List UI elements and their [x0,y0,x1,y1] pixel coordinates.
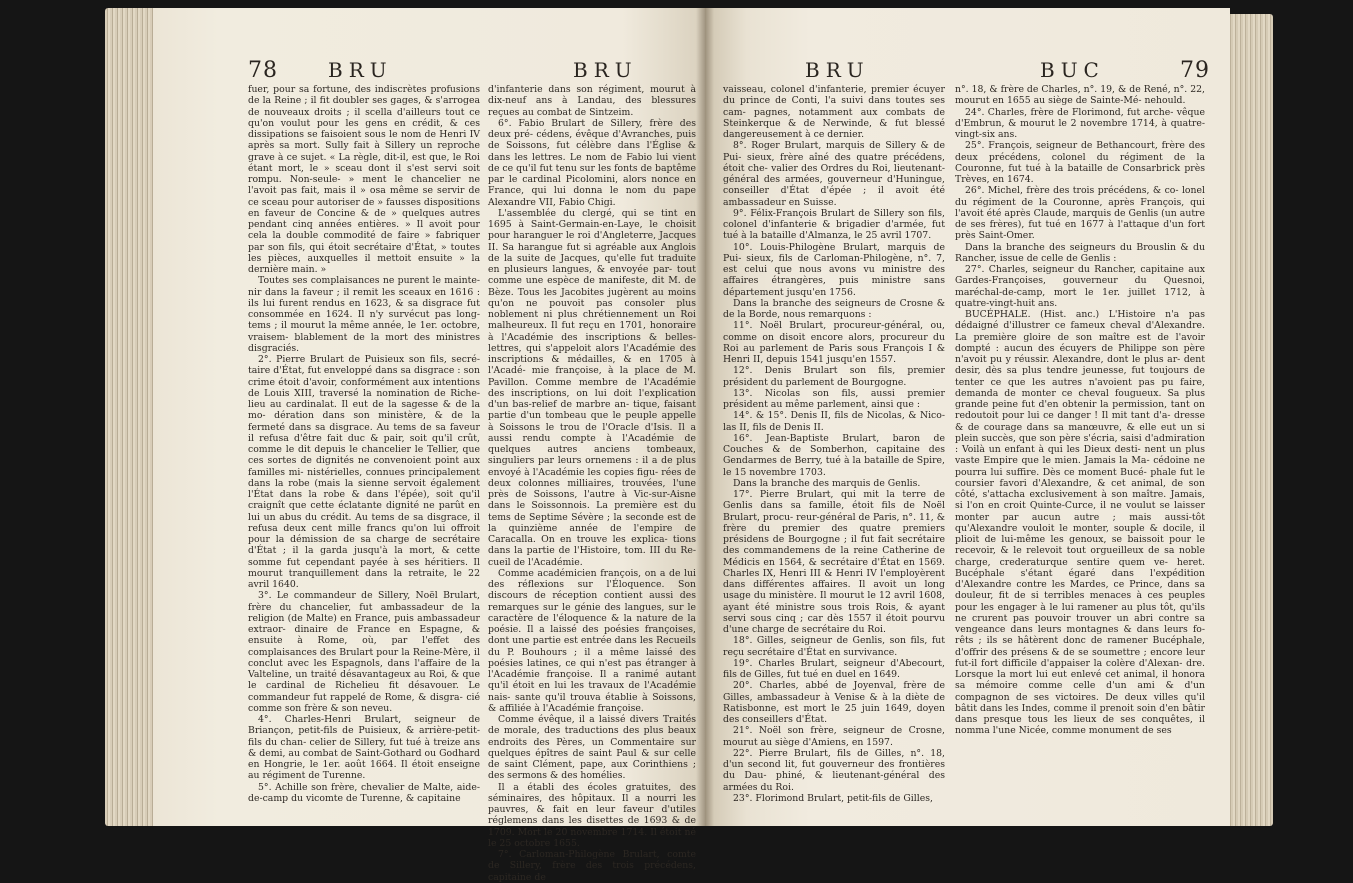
text-paragraph: 22°. Pierre Brulart, fils de Gilles, n°. 18, d'un second lit, fut gouverneur des frontières du Dau- phiné, & lieutenant-général des armées du Roi. [723,747,945,793]
text-paragraph: 6°. Fabio Brulart de Sillery, frère des deux pré- cédens, évêque d'Avranches, puis de Soissons, fut célèbre dans l'Église & dans les lettres. Le nom de Fabio lui vient de ce qu'il fut tenu sur les fonts de baptême par le cardinal Picolomini, alors nonce en France, qui lui donna le nom du pape Alexandre VII, Fabio Chigi. [488,117,697,208]
right-page-column-2 [955,84,1205,819]
running-head-left-2: BRU [573,58,638,82]
text-paragraph: 17°. Pierre Brulart, qui mit la terre de Genlis dans sa famille, étoit fils de Noël Brulart, procu- reur-général de Paris, n°. 11, & frère du premier des quatre premiers présidens de Bourgogne ; il fut fait secrétaire des commandemens de la reine Catherine de Médicis en 1564, & secrétaire d'État en 1569. Charles IX, Henri III & Henri IV l'employèrent dans différentes affaires. Il avoit un long usage du ministère. Il mourut le 12 avril 1608, ayant été ministre sous trois Rois, & ayant servi sous cinq ; car dès 1557 il étoit pourvu d'une charge de secrétaire du Roi. [723,489,945,635]
text-paragraph: Dans la branche des seigneurs du Brouslin & du Rancher, issue de celle de Genlis : [955,241,1205,264]
text-paragraph: 26°. Michel, frère des trois précédens, & co- lonel du régiment de la Couronne, après François, qui l'avoit été après Claude, marquis de Genlis (un autre de ses frères), fut tué en 1677 à l'attaque d'un fort près Saint-Omer. [955,185,1205,242]
left-page-column-2 [488,84,697,883]
page-edges-left [105,8,155,826]
text-paragraph: 21°. Noël son frère, seigneur de Crosne, mourut au siège d'Amiens, en 1597. [723,725,945,748]
page-edges-right [1228,14,1273,826]
text-paragraph: Dans la branche des marquis de Genlis. [733,477,921,489]
text-paragraph: d'infanterie dans son régiment, mourut à dix-neuf ans à Landau, des blessures reçues au combat de Sintzeim. [488,84,696,118]
right-page [705,8,1230,826]
text-paragraph: 3°. Le commandeur de Sillery, Noël Brulart, frère du chancelier, fut ambassadeur de la religion (de Malte) en France, puis ambassadeur extraor- dinaire de France en Espagne, & ensuite à Rome, où, par l'effet des complaisances des Brulart pour la Reine-Mère, il conclut avec les Espagnols, dans l'affaire de la Valteline, un traité désavantageux au Roi, & que le cardinal de Richelieu fit désavouer. Le commandeur fut rappelé de Rome, & disgra- cié comme son frère & son neveu. [248,590,480,714]
text-paragraph: vaisseau, colonel d'infanterie, premier écuyer du prince de Conti, l'a suivi dans toutes ses cam- pagnes, notamment aux combats de Steinkerque & de Nerwinde, & fut blessé dangereusement à ce dernier. [723,84,945,140]
left-page-column-1 [248,84,480,819]
right-page-column-1 [723,84,945,819]
page-number-left: 78 [248,58,278,83]
text-paragraph: 19°. Charles Brulart, seigneur d'Abecourt, fils de Gilles, fut tué en duel en 1649. [723,657,945,680]
text-paragraph: 4°. Charles-Henri Brulart, seigneur de Briançon, petit-fils de Puisieux, & arrière-petit-fils du chan- celier de Sillery, fut tué à treize ans & demi, au combat de Saint-Gothard ou Godhard en Hongrie, le 1er. août 1664. Il étoit enseigne au régiment de Turenne. [248,714,480,782]
text-paragraph: 16°. Jean-Baptiste Brulart, baron de Couches & de Somberhon, capitaine des Gendarmes de Berry, tué à la bataille de Spire, le 15 novembre 1703. [723,432,945,478]
text-paragraph: 8°. Roger Brulart, marquis de Sillery & de Pui- sieux, frère aîné des quatre précédens, étoit che- valier des Ordres du Roi, lieutenant-général des armées, gouverneur d'Huningue, conseiller d'État d'épée ; il avoit été ambassadeur en Suisse. [723,140,945,208]
text-paragraph: Il a établi des écoles gratuites, des séminaires, des hôpitaux. Il a nourri les pauvres, & fait en leur faveur d'utiles réglemens dans les disettes de 1693 & de 1709. Mort le 20 novembre 1714. Il étoit né le 25 octobre 1655. [488,781,696,849]
text-paragraph: 23°. Florimond Brulart, petit-fils de Gilles, [733,792,933,804]
text-paragraph: 14°. & 15°. Denis II, fils de Nicolas, & Nico- las II, fils de Denis II. [723,410,945,433]
running-head-right-2: BUC [1040,58,1105,82]
text-paragraph: 9°. Félix-François Brulart de Sillery son fils, colonel d'infanterie & brigadier d'armée, fut tué à la bataille d'Almanza, le 25 avril 1707. [723,207,945,242]
text-paragraph: L'assemblée du clergé, qui se tint en 1695 à Saint-Germain-en-Laye, le choisit pour haranguer le roi d'Angleterre, Jacques II. Sa harangue fut si agréable aux Anglois de la suite de Jacques, qu'elle fut traduite en plusieurs langues, & envoyée par- tout comme une espèce de manifeste, dit M. de Bèze. Tous les Jacobites jugèrent au moins qu'on ne pouvoit pas consoler plus noblement ni plus chrétiennement un Roi malheureux. Il fut reçu en 1701, honoraire à l'Académie des inscriptions & belles-lettres, qui s'appeloit alors l'Académie des inscriptions & médailles, & en 1705 à l'Acadé- mie françoise, à la place de M. Pavillon. Comme membre de l'Académie des inscriptions, on lui doit l'explication d'un bas-relief de marbre an- tique, faisant partie d'un tombeau que le peuple appelle à Soissons le trou de l'Oracle d'Isis. Il a aussi rendu compte à l'Académie de quelques autres anciens tombeaux, singuliers par leurs ornemens : il a de plus envoyé à l'Académie les copies figu- rées de deux colonnes milliaires, trouvées, l'une près de Soissons, l'autre à Vic-sur-Aisne dans le Soissonnois. La première est du tems de Septime Sévère ; la seconde est de la quinzième année de l'empire de Caracalla. On en trouve les explica- tions dans la partie de l'Histoire, tom. III du Re- cueil de l'Académie. [488,207,696,568]
text-paragraph: 5°. Achille son frère, chevalier de Malte, aide-de-camp du vicomte de Turenne, & capitaine [248,781,480,804]
text-paragraph: 11°. Noël Brulart, procureur-général, ou, comme on disoit encore alors, procureur du Roi au parlement de Paris sous François I & Henri II, depuis 1541 jusqu'en 1557. [723,320,945,365]
running-head-left-1: BRU [328,58,393,82]
text-paragraph: 25°. François, seigneur de Bethancourt, frère des deux précédens, colonel du régiment de la Couronne, fut tué à la bataille de Consarbrick près Trèves, en 1674. [955,140,1205,185]
page-number-right: 79 [1180,58,1210,83]
text-paragraph: Comme académicien françois, on a de lui des réflexions sur l'Éloquence. Son discours de réception contient aussi des remarques sur le génie des langues, sur le caractère de l'éloquence & la nature de la poésie. Il a laissé des poésies françoises, dont une partie est entrée dans les Recueils du P. Bouhours ; il a même laissé des poésies latines, ce qui n'est pas étranger à l'Académie françoise. Il a ranimé autant qu'il étoit en lui les travaux de l'Académie nais- sante qu'il trouva établie à Soissons, & affiliée à l'Académie françoise. [488,567,696,714]
text-paragraph: 7°. Carloman-Philogène Brulart, comte de Sillery, frère des trois précédens, capitaine de [488,849,696,883]
text-paragraph: 24°. Charles, frère de Florimond, fut arche- vêque d'Embrun, & mourut le 2 novembre 1714, à quatre-vingt-six ans. [955,106,1205,140]
text-paragraph: 20°. Charles, abbé de Joyenval, frère de Gilles, ambassadeur à Venise & à la diète de Ratisbonne, est mort le 25 juin 1649, doyen des conseillers d'État. [723,680,945,725]
text-paragraph: 27°. Charles, seigneur du Rancher, capitaine aux Gardes-Françoises, gouverneur du Quesnoi, maréchal-de-camp, mort le 1er. juillet 1712, à quatre-vingt-huit ans. [955,264,1205,309]
left-page [153,8,705,883]
text-paragraph: 2°. Pierre Brulart de Puisieux son fils, secré- taire d'État, fut enveloppé dans sa disgrace : son crime étoit d'avoir, conformément aux intentions de Louis XIII, traversé la nomination de Riche- lieu au cardinalat. Il eut de la sagesse & de la mo- dération dans son ministère, & de la fermeté dans sa disgrace. Au tems de sa faveur il refusa d'être fait duc & pair, soit qu'il crût, comme le dit depuis le chancelier le Tellier, que ces sortes de dignités ne convenoient point aux familles mi- nistérielles, connues principalement dans la robe (mais la sienne servoit également l'État dans la robe & dans l'épée), soit qu'il craignît que cette éclatante dignité ne parût en lui un abus du crédit. Au tems de sa disgrace, il refusa deux cent mille francs qu'on lui offroit pour la démission de sa charge de secrétaire d'État ; il la garda jusqu'à la mort, & cette somme fut cependant payée à ses héritiers. Il mourut tranquillement dans la retraite, le 22 avril 1640. [248,354,480,590]
running-head-right-1: BRU [805,58,870,82]
book-gutter [696,8,714,826]
text-paragraph: Comme évêque, il a laissé divers Traités de morale, des traductions des plus beaux endroits des Pères, un Commentaire sur quelques épîtres de saint Paul & sur celle de saint Clément, pape, aux Corinthiens ; des sermons & des homélies. [488,714,696,782]
text-paragraph: 18°. Gilles, seigneur de Genlis, son fils, fut reçu secrétaire d'État en survivance. [723,635,945,658]
text-paragraph: BUCÉPHALE. (Hist. anc.) L'Histoire n'a pas dédaigné d'illustrer ce fameux cheval d'Alexandre. La première gloire de son maître est de l'avoir dompté : aucun des écuyers de Philippe son père n'avoit pu y réussir. Alexandre, dont le plus ar- dent desir, dès sa plus tendre jeunesse, fut toujours de tenter ce que les autres n'avoient pas pu faire, demanda de monter ce cheval fougueux. Sa plus grande peine fut d'en obtenir la permission, tant on redoutoit pour lui ce danger ! Il mit tant d'a- dresse & de courage dans sa manœuvre, & elle eut un si plein succès, que son père s'écria, saisi d'admiration : Voilà un enfant à qui les Dieux desti- nent un plus vaste Empire que le mien. Jamais la Ma- cédoine ne pourra lui suffire. Dès ce moment Bucé- phale fut le coursier favori d'Alexandre, & cet animal, de son côté, s'attacha exclusivement à son maître. Jamais, si l'on en croit Quinte-Curce, il ne voulut se laisser monter par aucun autre ; mais aussi-tôt qu'Alexandre vouloit le monter, souple & docile, il plioit de lui-même les genoux, se baissoit pour le recevoir, & le relevoit tout orgueilleux de sa noble charge, crederaturque sentire quem ve- heret. Bucéphale s'étant égaré dans l'expédition d'Alexandre contre les Mardes, ce Prince, dans sa douleur, fit de si terribles menaces à ces peuples pour les engager à le lui ramener au plus tôt, qu'ils ne crurent pas pouvoir trouver un abri contre sa vengeance dans leurs montagnes & dans leurs fo- rêts ; ils se hâtèrent donc de ramener Bucéphale, d'offrir des présens & de se soumettre ; encore leur fut-il fort difficile d'appaiser la colère d'Alexan- dre. Lorsque la mort lui eut enlevé cet animal, il honora sa mémoire comme celle d'un ami & d'un compagnon de ses victoires. De deux villes qu'il bâtit dans les Indes, comme il prenoit soin d'en bâtir dans presque tous les lieux de ses conquêtes, il nomma l'une Nicée, comme monument de ses [955,309,1205,737]
text-paragraph: 12°. Denis Brulart son fils, premier président du parlement de Bourgogne. [723,365,945,388]
text-paragraph: Dans la branche des seigneurs de Crosne & de la Borde, nous remarquons : [723,297,945,320]
text-paragraph: n°. 18, & frère de Charles, n°. 19, & de René, n°. 22, mourut en 1655 au siège de Sainte-Mé- nehould. [955,84,1205,107]
text-paragraph: Toutes ses complaisances ne purent le mainte- nir dans la faveur ; il remit les sceaux en 1616 : ils lui furent rendus en 1623, & sa disgrace fut consommée en 1624. Il n'y survécut pas long-tems ; il mourut la même année, le 1er. octobre, vraisem- blablement de la mort des ministres disgraciés. [248,275,480,354]
text-paragraph: 10°. Louis-Philogène Brulart, marquis de Pui- sieux, fils de Carloman-Philogène, n°. 7, est celui que nous avons vu ministre des affaires étrangères, puis ministre sans département jusqu'en 1756. [723,241,945,298]
text-paragraph: 13°. Nicolas son fils, aussi premier président au même parlement, ainsi que : [723,387,945,410]
text-paragraph: fuer, pour sa fortune, des indiscrètes profusions de la Reine ; il fit doubler ses gages, & s'arrogea de nouveaux droits ; il scella d'ailleurs tout ce qu'on voulut pour les gens en crédit, & ces dissipations se faisoient sous le nom de Henri IV après sa mort. Sully fait à Sillery un reproche grave à ce sujet. « La règle, dit-il, est que, le Roi étant mort, le » sceau dont il s'est servi soit rompu. Non-seule- » ment le chancelier ne l'avoit pas fait, mais il » osa même se servir de ce sceau pour autoriser de » fausses dispositions en faveur de Concine & de » quelques autres pendant cinq années entières. » Il avoit pour cela la double commodité de faire » fabriquer par son fils, qui étoit secrétaire d'État, » toutes les pièces, auxquelles il mettoit ensuite » la dernière main. » [248,84,480,275]
